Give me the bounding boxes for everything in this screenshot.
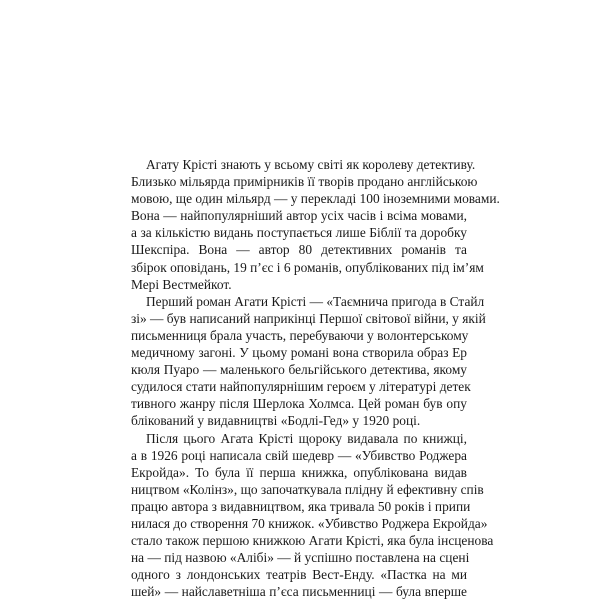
text-line: стало також першою книжкою Агати Крісті, яка була інсценова (131, 533, 494, 549)
text-line: ництвом «Колінз», що започаткувала плідну й ефективну спів (131, 481, 484, 497)
text-line: одного з лондонських театрів Вест-Енду. «Пастка на ми (131, 567, 467, 583)
text-line: Близько мільярда примірників її творів продано англійською (131, 174, 478, 190)
text-line: Шекспіра. Вона — автор 80 детективних романів та (131, 242, 467, 258)
text-line: а в 1926 році написала свій шедевр — «Убивство Роджера (131, 447, 467, 463)
text-line: на — під назвою «Алібі» — й успішно поставлена на сцені (131, 550, 470, 566)
paragraph-2 (131, 293, 486, 430)
text-line: мовою, ще один мільярд — у перекладі 100 іноземними мовами. (131, 191, 500, 207)
text-line: тивного жанру після Шерлока Холмса. Цей роман був опу (131, 396, 467, 412)
text-line: Агату Крісті знають у всьому світі як королеву детективу. (146, 157, 476, 172)
text-line: шей» — найславетніша п’єса письменниці — була вперше (131, 584, 467, 600)
text-line: Перший роман Агати Крісті — «Таємнича пригода в Стайл (146, 293, 485, 309)
text-line: судилося стати найпопулярнішим героєм у літературі детек (131, 379, 471, 395)
text-line: зі» — був написаний наприкінці Першої світової війни, у якій (131, 310, 486, 326)
text-line: письменниця брала участь, перебуваючи у волонтерському (131, 327, 469, 343)
paragraph-1 (131, 156, 500, 293)
text-line: Вона — найпопулярніший автор усіх часів і всіма мовами, (131, 208, 467, 224)
text-line: Мері Вестмейкот. (131, 276, 232, 292)
text-line: блікований у видавництві «Бодлі-Гед» у 1920 році. (131, 413, 421, 429)
text-line: кюля Пуаро — маленького бельгійського детектива, якому (131, 362, 467, 378)
body-text (131, 156, 500, 600)
text-line: медичному загоні. У цьому романі вона створила образ Ер (131, 345, 467, 361)
text-line: нилася до створення 70 книжок. «Убивство Роджера Екройда» (131, 515, 488, 531)
paragraph-3 (131, 430, 494, 600)
text-line: а за кількістю видань поступається лише Біблії та доробку (131, 225, 467, 241)
text-line: збірок оповідань, 19 п’єс і 6 романів, опублікованих під ім’ям (131, 259, 484, 275)
text-line: Після цього Агата Крісті щороку видавала по книжці, (146, 430, 467, 446)
text-line: працю автора з видавництвом, яка тривала 50 років і припи (131, 498, 471, 514)
text-line: Екройда». То була її перша книжка, опублікована видав (131, 464, 467, 480)
